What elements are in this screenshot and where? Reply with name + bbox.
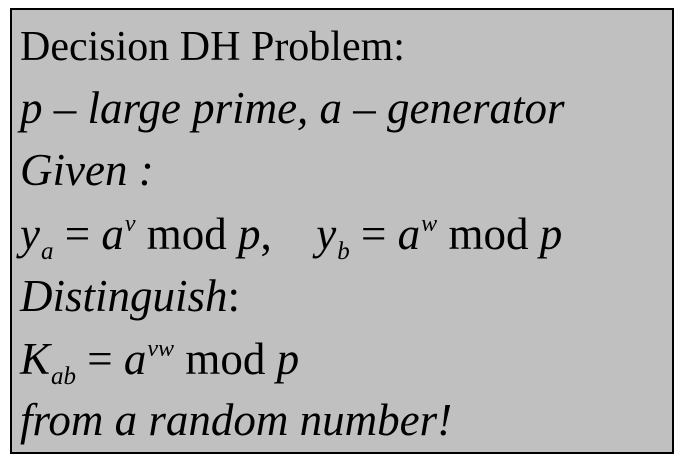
distinguish-line [20,271,241,321]
yb-modulus: p [539,209,563,259]
kab-modulus: p [276,334,300,384]
ya-base: a [101,209,124,259]
kab-exponent: vw [147,336,175,362]
given-label: Given : [20,145,154,195]
ya-modulus: p [238,209,261,259]
yb-var: y [316,209,337,259]
yb-mod: mod [448,209,529,259]
ya-subscript: a [40,238,54,265]
yb-equation: $y_b = a^w$ mod p [316,209,563,265]
yb-subscript: b [337,238,350,265]
ya-var: y [20,209,40,259]
ya-equation: $y_a = a^v$ mod p, [20,209,272,265]
kab-base: a [123,334,147,384]
kab-mod: mod [185,334,266,384]
ya-exponent: v [124,211,136,237]
parameters-line: p – large prime, a – generator [20,83,565,133]
ya-mod: mod [146,209,227,259]
kab-equation: $K_{ab} = a^{vw}$ mod p [20,334,300,390]
yb-base: a [397,209,421,259]
yb-exponent: w [421,211,438,237]
heading: Decision DH Problem: [20,24,405,70]
distinguish-colon: : [227,271,241,321]
given-equations [20,209,563,265]
kab-subscript: ab [51,363,77,390]
distinguish-label: Distinguish [20,271,228,321]
dh-problem-panel [10,8,674,454]
closing-line: from a random number! [20,395,453,445]
kab-var: K [20,334,51,384]
